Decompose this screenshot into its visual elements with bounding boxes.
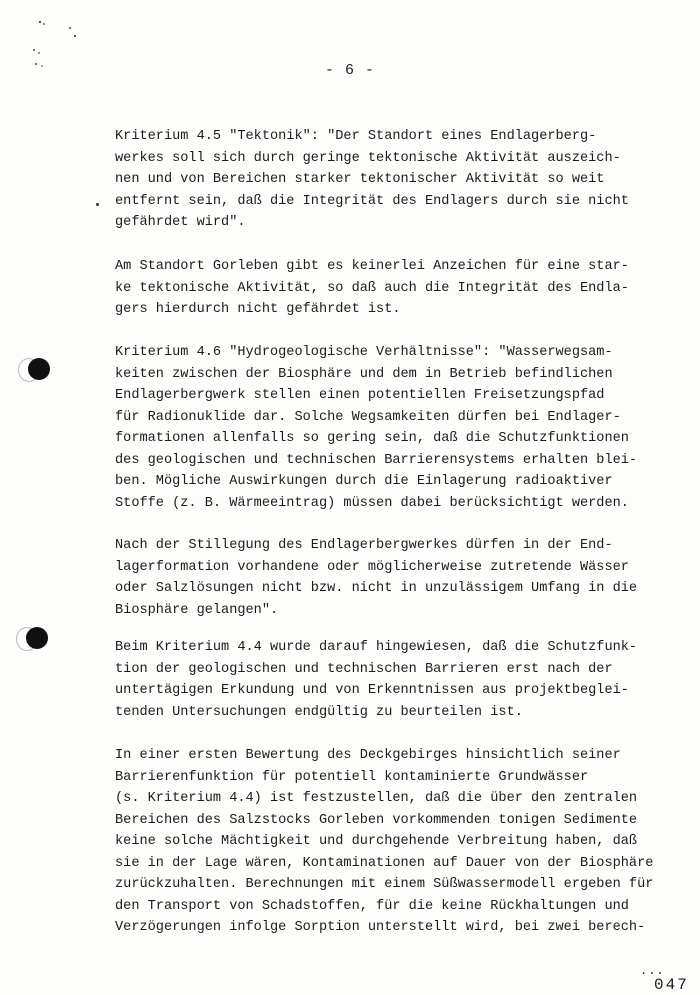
text-line: Barrierenfunktion für potentiell kontaminierte Grundwässer bbox=[115, 769, 589, 785]
text-line: ben. Mögliche Auswirkungen durch die Einlagerung radioaktiver bbox=[115, 474, 613, 489]
text-line: keiten zwischen der Biosphäre und dem in Betrieb befindlichen bbox=[115, 366, 613, 382]
text-line: tenden Untersuchungen endgültig zu beurteilen ist. bbox=[115, 704, 523, 720]
text-line: entfernt sein, daß die Integrität des Endlagers durch sie nicht bbox=[115, 193, 629, 209]
margin-dot bbox=[96, 203, 99, 206]
text-line: lagerformation vorhandene oder möglicherweise zutretende Wässer bbox=[115, 559, 629, 575]
text-line: werkes soll sich durch geringe tektonische Aktivität auszeich- bbox=[115, 150, 621, 166]
text-line: des geologischen und technischen Barrierensystems erhalten blei- bbox=[115, 452, 638, 468]
text-line: In einer ersten Bewertung des Deckgebirges hinsichtlich seiner bbox=[115, 748, 621, 763]
punch-hole-upper bbox=[28, 358, 50, 380]
punch-hole-lower bbox=[26, 627, 48, 649]
text-line: Am Standort Gorleben gibt es keinerlei Anzeichen für eine star- bbox=[115, 259, 629, 274]
text-line: sie in der Lage wären, Kontaminationen auf Dauer von der Biosphäre bbox=[115, 855, 654, 871]
continuation-marker: ... bbox=[640, 964, 665, 978]
paragraph-kriterium-4-4 bbox=[115, 637, 637, 723]
text-line: Nach der Stillegung des Endlagerbergwerkes dürfen in der End- bbox=[115, 538, 613, 553]
text-line: formationen allenfalls so gering sein, daß die Schutzfunktionen bbox=[115, 431, 629, 446]
text-line: Kriterium 4.6 "Hydrogeologische Verhältnisse": "Wasserwegsam- bbox=[115, 345, 613, 360]
text-line: gers hierdurch nicht gefährdet ist. bbox=[115, 302, 401, 317]
text-line: Beim Kriterium 4.4 wurde darauf hingewiesen, daß die Schutzfunk- bbox=[115, 640, 638, 655]
paragraph-kriterium-4-6 bbox=[115, 342, 637, 514]
text-line: Endlagerbergwerk stellen einen potentiellen Freisetzungspfad bbox=[115, 388, 605, 403]
text-line: ke tektonische Aktivität, so daß auch die Integrität des Endla- bbox=[115, 280, 629, 296]
text-line: für Radionuklide dar. Solche Wegsamkeiten dürfen bei Endlager- bbox=[115, 409, 621, 425]
paragraph-stillegung bbox=[115, 535, 637, 621]
text-line: Bereichen des Salzstocks Gorleben vorkommenden tonigen Sedimente bbox=[115, 812, 638, 828]
paragraph-gorleben-tektonik bbox=[115, 256, 629, 321]
text-line: (s. Kriterium 4.4) ist festzustellen, daß die über den zentralen bbox=[115, 791, 638, 806]
text-line: gefährdet wird". bbox=[115, 215, 246, 230]
text-line: Biosphäre gelangen". bbox=[115, 602, 279, 618]
text-line: nen und von Bereichen starker tektonischer Aktivität so weit bbox=[115, 172, 605, 187]
text-line: den Transport von Schadstoffen, für die keine Rückhaltungen und bbox=[115, 898, 629, 914]
text-line: Verzögerungen infolge Sorption unterstellt wird, bei zwei berech- bbox=[115, 920, 646, 935]
page-number: - 6 - bbox=[324, 62, 375, 79]
paragraph-deckgebirge bbox=[115, 745, 653, 939]
text-line: tion der geologischen und technischen Barrieren erst nach der bbox=[115, 661, 613, 677]
paragraph-kriterium-4-5 bbox=[115, 126, 629, 234]
archive-stamp: 047 bbox=[654, 976, 689, 994]
text-line: Stoffe (z. B. Wärmeeintrag) müssen dabei berücksichtigt werden. bbox=[115, 495, 629, 511]
text-line: keine solche Mächtigkeit und durchgehende Verbreitung haben, daß bbox=[115, 834, 638, 849]
text-line: zurückzuhalten. Berechnungen mit einem Süßwassermodell ergeben für bbox=[115, 877, 654, 892]
text-line: Kriterium 4.5 "Tektonik": "Der Standort eines Endlagerberg- bbox=[115, 129, 597, 144]
text-line: untertägigen Erkundung und von Erkenntnissen aus projektbeglei- bbox=[115, 683, 629, 698]
text-line: oder Salzlösungen nicht bzw. nicht in unzulässigem Umfang in die bbox=[115, 581, 638, 596]
